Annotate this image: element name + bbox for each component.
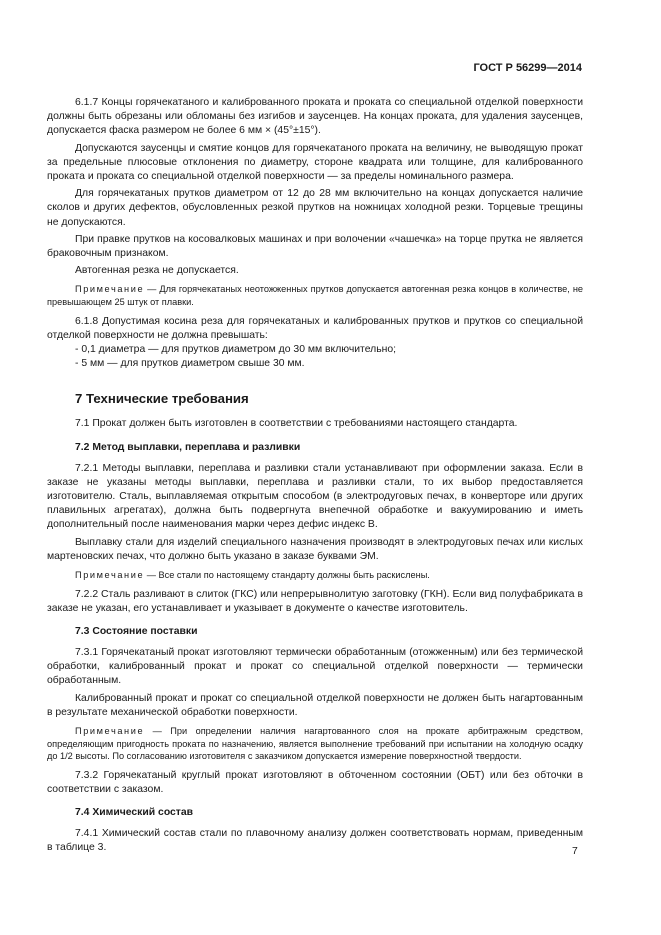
paragraph-burrs: Допускаются заусенцы и смятие концов для горячекатаного проката на величину, не выводящую прокат за предельные плюсовые отклонения по диаметру, стороне квадрата или толщине, для калиброванного проката и проката со специальной отделкой поверхности — за пределы номинального размера. (47, 142, 583, 183)
note-text: — Для горячекатаных неотожженных прутков допускается автогенная резка концов в количестве, не превышающем 25 штук от плавки. (47, 284, 583, 308)
list-item: - 0,1 диаметра — для прутков диаметром до 30 мм включительно; (75, 344, 397, 356)
note-label: Примечание (75, 570, 145, 581)
paragraph-7-2-2: 7.2.2 Сталь разливают в слиток (ГКС) или непрерывнолитую заготовку (ГКН). Если вид полуфабриката в заказе не указан, его устанавливает и указывает в документе о качестве изготовитель. (47, 588, 583, 614)
paragraph-chips: Для горячекатаных прутков диаметром от 12 до 28 мм включительно на концах допускается наличие сколов и других дефектов, обусловленных резкой прутков на ножницах холодной резки. Торцевые трещины не допускаются. (47, 188, 583, 228)
paragraph-special-purpose: Выплавку стали для изделий специального назначения производят в электродуговых печах или кислых мартеновских печах, что должно быть указано в заказе буквами ЭМ. (47, 536, 583, 562)
paragraph-7-4-1: 7.4.1 Химический состав стали по плавочному анализу должен соответствовать нормам, приведенным в таблице 3. (47, 828, 583, 854)
paragraph-7-3-2: 7.3.2 Горячекатаный круглый прокат изготовляют в обточенном состоянии (ОБТ) или без обточки в соответствии с заказом. (47, 769, 583, 796)
note-autogenous (47, 283, 583, 308)
document-code-header: ГОСТ Р 56299—2014 (473, 62, 582, 74)
note-cold-worked-layer (47, 725, 583, 763)
paragraph-6-1-7: 6.1.7 Концы горячекатаного и калиброванного проката и проката со специальной отделкой поверхности должны быть обрезаны или обломаны без изгибов и заусенцев. На концах проката, для удаления заусенцев, допускается фаска размером не более 6 мм × (45°±15°). (47, 97, 583, 137)
note-text: — Все стали по настоящему стандарту должны быть раскислены. (144, 570, 430, 581)
note-text: — При определении наличия нагартованного слоя на прокате арбитражным средством, определяющим пригодность проката по назначению, является выполнение требований при испытании на холодную осадку до 1/2 высоты. По согласованию изготовителя с заказчиком допускается измерение поверхностной твердости. (47, 726, 583, 762)
paragraph-7-3-1: 7.3.1 Горячекатаный прокат изготовляют термически обработанным (отожженным) или без термической обработки, калиброванный прокат и прокат со специальной отделкой поверхности — термически обработанным. (47, 647, 583, 687)
subsection-heading-7-3: 7.3 Состояние поставки (75, 626, 198, 638)
paragraph-7-2-1: 7.2.1 Методы выплавки, переплава и разливки стали устанавливают при оформлении заказа. Если в заказе не указаны методы выплавки, переплава и разливки стали, то их выбор предоставляется изготовителю. Сталь, выплавляемая открытым способом (в электродуговых печах, в конверторе или других плавильных агрегатах), должна быть подвергнута внепечной обработке и вакуумированию и иметь дополнительный после наименования марки через дефис индекс В. (47, 462, 583, 531)
paragraph-straightening: При правке прутков на косовалковых машинах и при волочении «чашечка» на торце прутка не является браковочным признаком. (47, 233, 583, 260)
note-label: Примечание (75, 284, 145, 295)
page-number: 7 (572, 846, 578, 857)
list-item: - 5 мм — для прутков диаметром свыше 30 мм. (75, 358, 305, 370)
section-heading-7: 7 Технические требования (75, 391, 249, 407)
subsection-heading-7-4: 7.4 Химический состав (75, 807, 194, 819)
note-label: Примечание (75, 726, 145, 737)
paragraph-6-1-8: 6.1.8 Допустимая косина реза для горячекатаных и калиброванных прутков и прутков со специальной отделкой поверхности не должна превышать: (47, 315, 583, 341)
paragraph-cold-worked: Калиброванный прокат и прокат со специальной отделкой поверхности не должен быть нагартованным в результате механической обработки поверхности. (47, 692, 583, 718)
subsection-heading-7-2: 7.2 Метод выплавки, переплава и разливки (75, 441, 301, 453)
paragraph-7-1: 7.1 Прокат должен быть изготовлен в соответствии с требованиями настоящего стандарта. (75, 418, 518, 430)
page-content (47, 96, 583, 856)
note-deoxidized (47, 569, 583, 582)
paragraph-autogenous: Автогенная резка не допускается. (75, 265, 239, 277)
